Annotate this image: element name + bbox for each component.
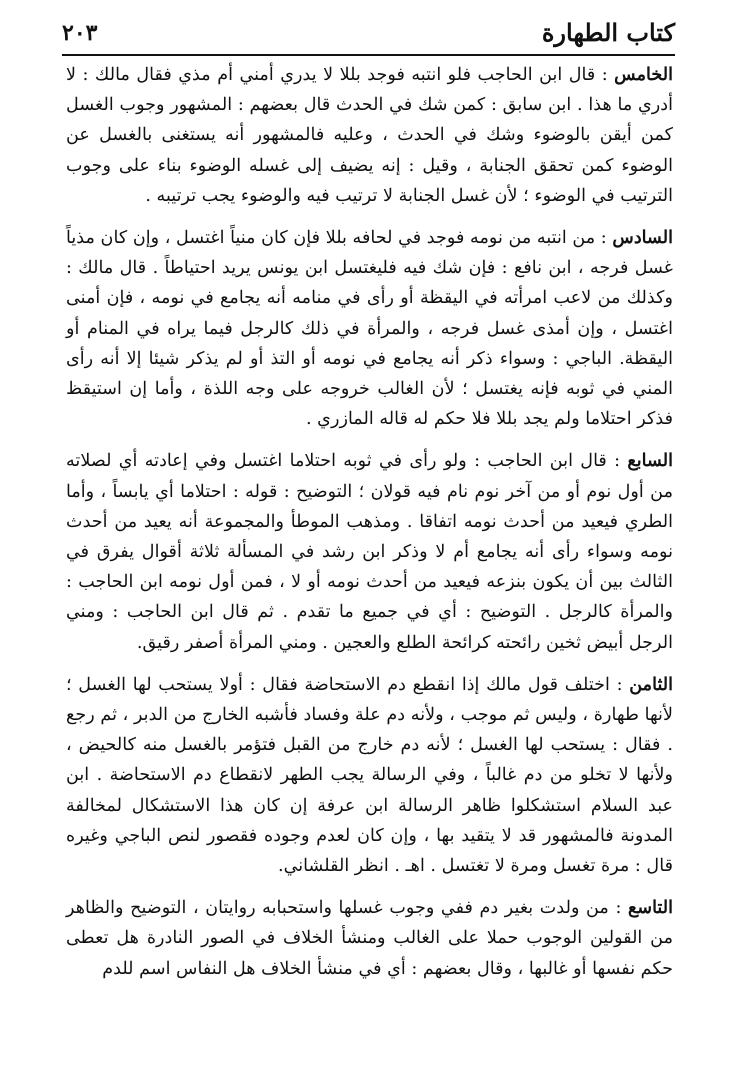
- paragraph-heading: الثامن: [629, 673, 674, 695]
- paragraph-text: : قال ابن الحاجب فلو انتبه فوجد بللا لا يدري أمني أم مذي فقال مالك : لا أدري ما هذا . ابن سابق : كمن شك في الحدث قال بعضهم : المشهور وجوب الغسل كمن أيقن بالوضوء وشك في الحدث ، وعليه فالمشهور أنه يستغنى بالغسل عن الوضوء كمن تحقق الجنابة ، وقيل : إنه يضيف إلى غسله الوضوء بناء على وجوب الترتيب في الوضوء ؛ لأن غسل الجنابة لا ترتيب فيه والوضوء يجب ترتيبه .: [66, 65, 673, 206]
- running-title: كتاب الطهارة: [541, 18, 675, 47]
- paragraph-text: : اختلف قول مالك إذا انقطع دم الاستحاضة فقال : أولا يستحب لها الغسل ؛ لأنها طهارة ، وليس ثم موجب ، ولأنه دم علة وفساد فأشبه الخارج من الدبر ، ثم رجع . فقال : يستحب لها الغسل ؛ لأنه دم خارج من القبل فتؤمر بالغسل منه كالحيض ، ولأنها لا تخلو من دم غالباً ، وفي الرسالة يجب الطهر لانقطاع دم الاستحاضة . ابن عبد السلام استشكلوا ظاهر الرسالة ابن عرفة إن كان هذا الاستشكال لمخالفة المدونة فالمشهور قد لا يتقيد بها ، وإن كان لعدم وجوده فقصور لنص الباجي وغيره قال : مرة تغسل ومرة لا تغتسل . اهـ . انظر القلشاني.: [66, 674, 673, 877]
- paragraph-sixth: [66, 223, 673, 434]
- paragraph-ninth: [66, 893, 673, 984]
- paragraph-text: : من انتبه من نومه فوجد في لحافه بللا فإن كان منياً اغتسل ، وإن كان مذياً غسل فرجه ، ابن نافع : فإن شك فيه فليغتسل ابن يونس يريد احتياطاً . قال مالك : وكذلك من لاعب امرأته في اليقظة أو رأى في منامه أنه يجامع في نومه ، فإن أمنى اغتسل ، وإن أمذى غسل فرجه ، والمرأة في ذلك كالرجل فيما يراه في المنام أو اليقظة. الباجي : وسواء ذكر أنه يجامع في نومه أو التذ أو لم يذكر شيئا إلا أنه رأى المني في ثوبه فإنه يغتسل ؛ لأن الغالب خروجه على وجه اللذة ، وأما إن استيقظ فذكر احتلاما ولم يجد بللا فلا حكم له قاله المازري .: [66, 228, 673, 430]
- paragraph-text: : قال ابن الحاجب : ولو رأى في ثوبه احتلاما اغتسل وفي إعادته أي لصلاته من أول نوم أو من آخر نوم نام فيه قولان ؛ التوضيح : قوله : احتلاما أي يابساً ، وأما الطري فيعيد من أحدث نومه اتفاقا . ومذهب الموطأ والمجموعة أنه يعيد من أحدث نومه وسواء رأى أنه يجامع أم لا وذكر ابن رشد في المسألة ثلاثة أقوال يفرق في الثالث بين أن يكون بنزعه فيعيد من أحدث نومه أو لا ، فمن أول نومه ابن الحاجب : والمرأة كالرجل . التوضيح : أي في جميع ما تقدم . ثم قال ابن الحاجب : ومني الرجل أبيض ثخين رائحته كرائحة الطلع والعجين . ومني المرأة أصفر رقيق.: [66, 451, 673, 653]
- page-number: ٢٠٣: [62, 20, 98, 46]
- paragraph-heading: السادس: [612, 227, 673, 249]
- paragraph-heading: الخامس: [614, 64, 673, 85]
- paragraph-heading: التاسع: [627, 897, 673, 919]
- paragraph-fifth: [66, 60, 673, 211]
- paragraph-seventh: [66, 446, 673, 657]
- running-header: [62, 18, 675, 56]
- paragraph-eighth: [66, 670, 673, 881]
- paragraph-heading: السابع: [627, 450, 673, 472]
- paragraph-text: : من ولدت بغير دم ففي وجوب غسلها واستحبابه روايتان ، التوضيح والظاهر من القولين الوجوب حملا على الغالب ومنشأ الخلاف في الصور النادرة هل تعطى حكم نفسها أو غالبها ، وقال بعضهم : أي في منشأ الخلاف هل النفاس اسم للدم: [66, 898, 673, 979]
- body-text: [66, 60, 673, 996]
